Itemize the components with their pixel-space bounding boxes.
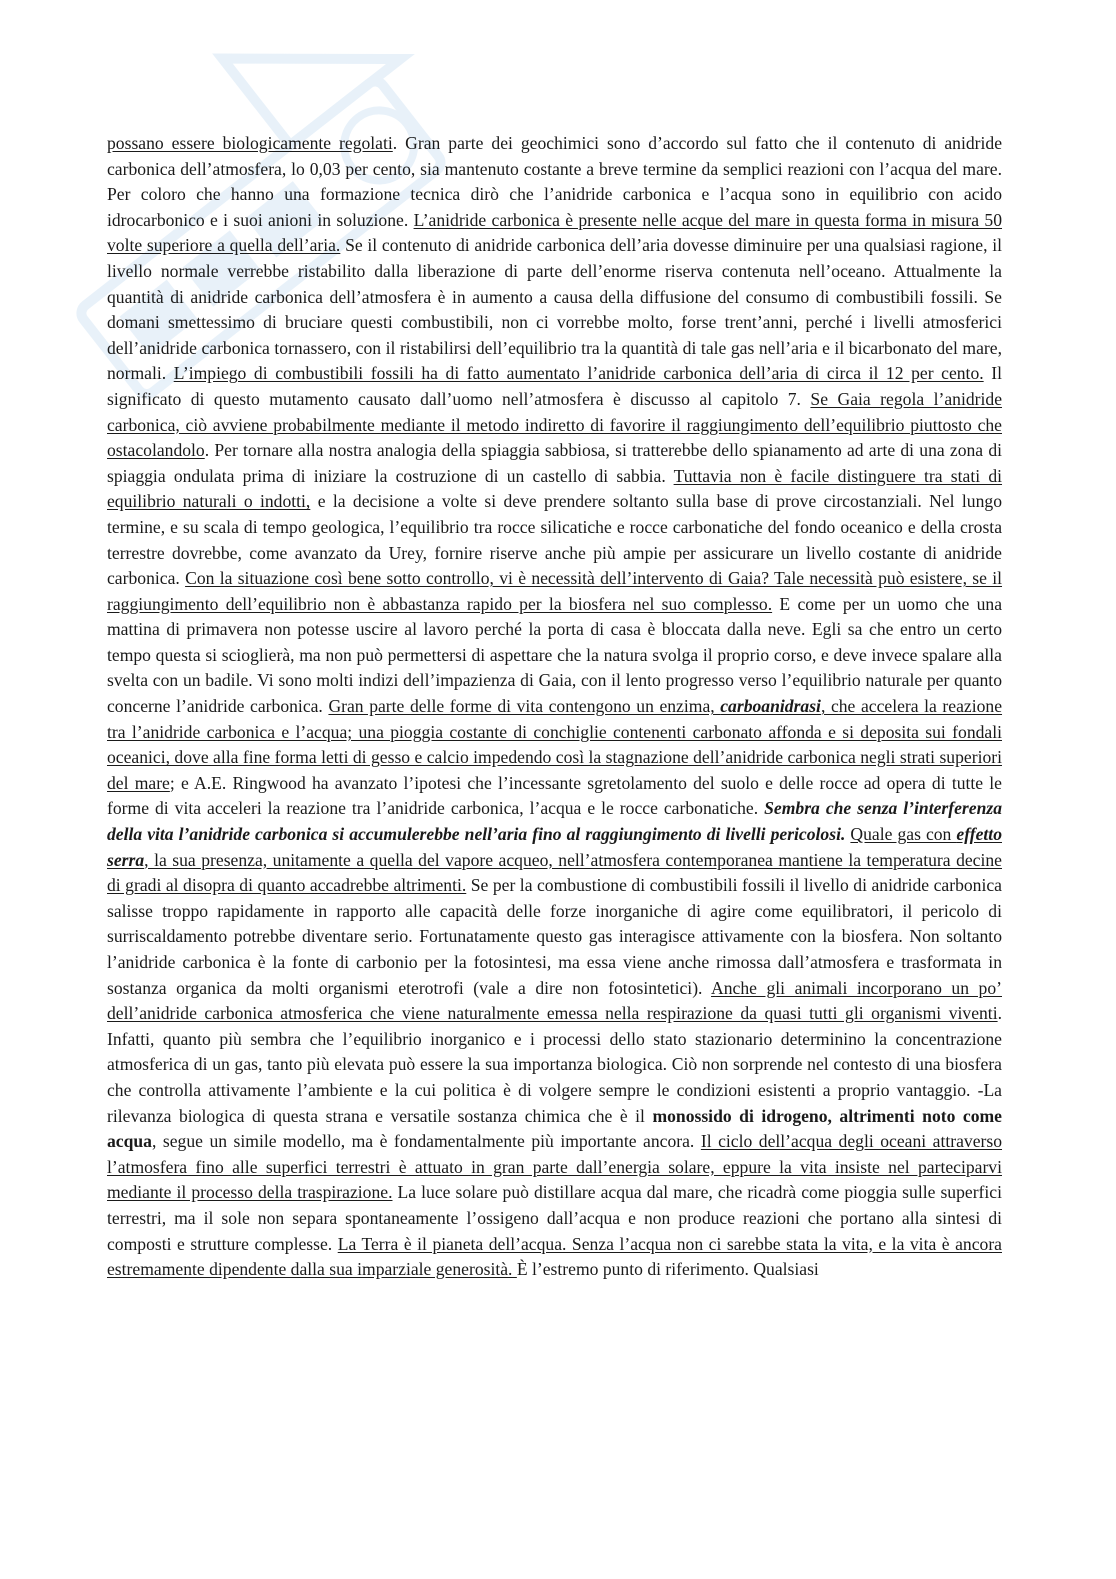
underlined-text: L’impiego di combustibili fossili ha di fatto aumentato l’anidride carbonica dell’aria di circa il 12 per cento. — [173, 363, 984, 384]
underlined-text: Gran parte delle forme di vita contengono un enzima, — [328, 696, 721, 717]
text-run: . Per tornare alla nostra analogia della spiaggia sabbiosa, si tratterebbe dello spianamento ad arte di una zona di spiaggia ondulata prima di iniziare la costruzione di un castello di sabbia. — [107, 440, 1002, 486]
underlined-text: Anche gli animali incorporano un po’ dell’anidride carbonica atmosferica che viene naturalmente emessa nella respirazione da quasi tutti gli organismi viventi — [107, 977, 1002, 1024]
body-paragraph — [107, 131, 1002, 1283]
bold-text: monossido di idrogeno, altrimenti noto come acqua — [107, 1105, 1002, 1152]
text-run: , segue un simile modello, ma è fondamentalmente più importante ancora. — [151, 1131, 701, 1152]
text-run: Il significato di questo mutamento causato dall’uomo nell’atmosfera è discusso al capitolo 7. — [107, 363, 1002, 409]
underlined-text: Tuttavia non è facile distinguere tra stati di equilibrio naturali o indotti, — [107, 465, 1003, 512]
bold-italic-text: Sembra che senza l’interferenza della vita l’anidride carbonica si accumulerebbe nell’aria fino al raggiungimento di livelli pericolosi. — [107, 798, 1002, 845]
underlined-bold-italic-text: carboanidrasi — [720, 696, 821, 717]
text-run: E come per un uomo che una mattina di primavera non potesse uscire al lavoro perché la porta di casa è bloccata dalla neve. Egli sa che entro un certo tempo questa si scioglierà, ma non può permettersi di aspettare che la natura svolga il proprio corso, e deve invece spalare alla svelta con un badile. Vi sono molti indizi dell’impazienza di Gaia, con il lento progresso verso l’equilibrio naturale per quanto concerne l’anidride carbonica. — [107, 593, 1003, 717]
underlined-text: L’anidride carbonica è presente nelle acque del mare in questa forma in misura 50 volte superiore a quella dell’aria. — [107, 209, 1003, 256]
underlined-text: Con la situazione così bene sotto controllo, vi è necessità dell’intervento di Gaia? Tale necessità può esistere, se il raggiungimento dell’equilibrio non è abbastanza rapido per la biosfera nel suo complesso. — [107, 568, 1003, 614]
underlined-text: , che accelera la reazione tra l’anidride carbonica e l’acqua; una pioggia costante di conchiglie contenenti carbonato affonda e si deposita sui fondali oceanici, dove alla fine forma letti di gesso e calcio impedendo così la stagnazione dell’anidride carbonica negli strati superiori del mare — [107, 696, 1003, 793]
underlined-text: , la sua presenza, unitamente a quella del vapore acqueo, nell’atmosfera contemporanea mantiene la temperatura decine di gradi al disopra di quanto accadrebbe altrimenti. — [107, 849, 1002, 896]
text-run: La luce solare può distillare acqua dal mare, che ricadrà come pioggia sulle superfici terrestri, ma il sole non separa spontaneamente l’ossigeno dall’acqua e non produce reazioni che portano alla sintesi di composti e strutture complesse. — [107, 1182, 1003, 1254]
text-run: Se il contenuto di anidride carbonica dell’aria dovesse diminuire per una qualsiasi ragione, il livello normale verrebbe ristabilito dalla liberazione di parte dell’enorme riserva contenuta nell’oceano. Attualmente la quantità di anidride carbonica dell’atmosfera è in aumento a causa della diffusione del consumo di combustibili fossili. Se domani smettessimo di bruciare questi combustibili, non ci vorrebbe molto, forse trent’anni, perché i livelli atmosferici dell’anidride carbonica tornassero, con il ristabilirsi dell’equilibrio tra la quantità di tale gas nell’aria e il bicarbonato del mare, normali. — [107, 235, 1002, 384]
text-run: e la decisione a volte si deve prendere soltanto sulla base di prove circostanziali. Nel lungo termine, e su scala di tempo geologica, l’equilibrio tra rocce silicatiche e rocce carbonatiche del fondo oceanico e della crosta terrestre dovrebbe, come avanzato da Urey, fornire riserve anche più ampie per assicurare un livello costante di anidride carbonica. — [107, 491, 1002, 589]
underlined-text: Se Gaia regola l’anidride carbonica, ciò avviene probabilmente mediante il metodo indiretto di favorire il raggiungimento dell’equilibrio piuttosto che ostacolandolo — [107, 388, 1002, 461]
text-run: È l’estremo punto di riferimento. Qualsiasi — [516, 1259, 819, 1280]
text-run: . Infatti, quanto più sembra che l’equilibrio inorganico e i processi dello stato stazionario determinino la concentrazione atmosferica di un gas, tanto più elevata può essere la sua importanza biologica. Ciò non sorprende nel contesto di una biosfera che controlla attivamente l’ambiente e la cui politica è di volgere sempre le condizioni esistenti a proprio vantaggio. -La rilevanza biologica di questa strana e versatile sostanza chimica che è il — [107, 1003, 1002, 1126]
underlined-text: Il ciclo dell’acqua degli oceani attraverso l’atmosfera fino alle superfici terrestri è attuato in gran parte dall’energia solare, eppure la vita insiste nel parteciparvi mediante il processo della traspirazione. — [107, 1131, 1003, 1203]
underlined-text: possano essere biologicamente regolati — [107, 133, 393, 153]
underlined-bold-italic-text: effetto serra — [107, 824, 1002, 870]
underlined-text: La Terra è il pianeta dell’acqua. Senza l’acqua non ci sarebbe stata la vita, e la vita è ancora estremamente dipendente dalla sua imparziale generosità. — [107, 1233, 1002, 1280]
underlined-text: Quale gas con — [850, 824, 957, 845]
text-run: Se per la combustione di combustibili fossili il livello di anidride carbonica salisse troppo rapidamente in rapporto alle capacità delle forze inorganiche di agire come equilibratori, il pericolo di surriscaldamento potrebbe diventare serio. Fortunatamente questo gas interagisce attivamente con la biosfera. Non soltanto l’anidride carbonica è la fonte di carbonio per la fotosintesi, ma essa viene anche rimossa dall’atmosfera e trasformata in sostanza organica da molti organismi eterotrofi (vale a dire non fotosintetici). — [107, 875, 1002, 998]
text-run: . Gran parte dei geochimici sono d’accordo sul fatto che il contenuto di anidride carbonica dell’atmosfera, lo 0,03 per cento, sia mantenuto costante a breve termine da semplici reazioni con l’acqua del mare. Per coloro che hanno una formazione tecnica dirò che l’anidride carbonica e l’acqua sono in equilibrio con acido idrocarbonico e i suoi anioni in soluzione. — [107, 133, 1003, 230]
text-run: ; e A.E. Ringwood ha avanzato l’ipotesi che l’incessante sgretolamento del suolo e delle rocce ad opera di tutte le forme di vita acceleri la reazione tra l’anidride carbonica, l’acqua e le rocce carbonatiche. — [107, 772, 1002, 819]
